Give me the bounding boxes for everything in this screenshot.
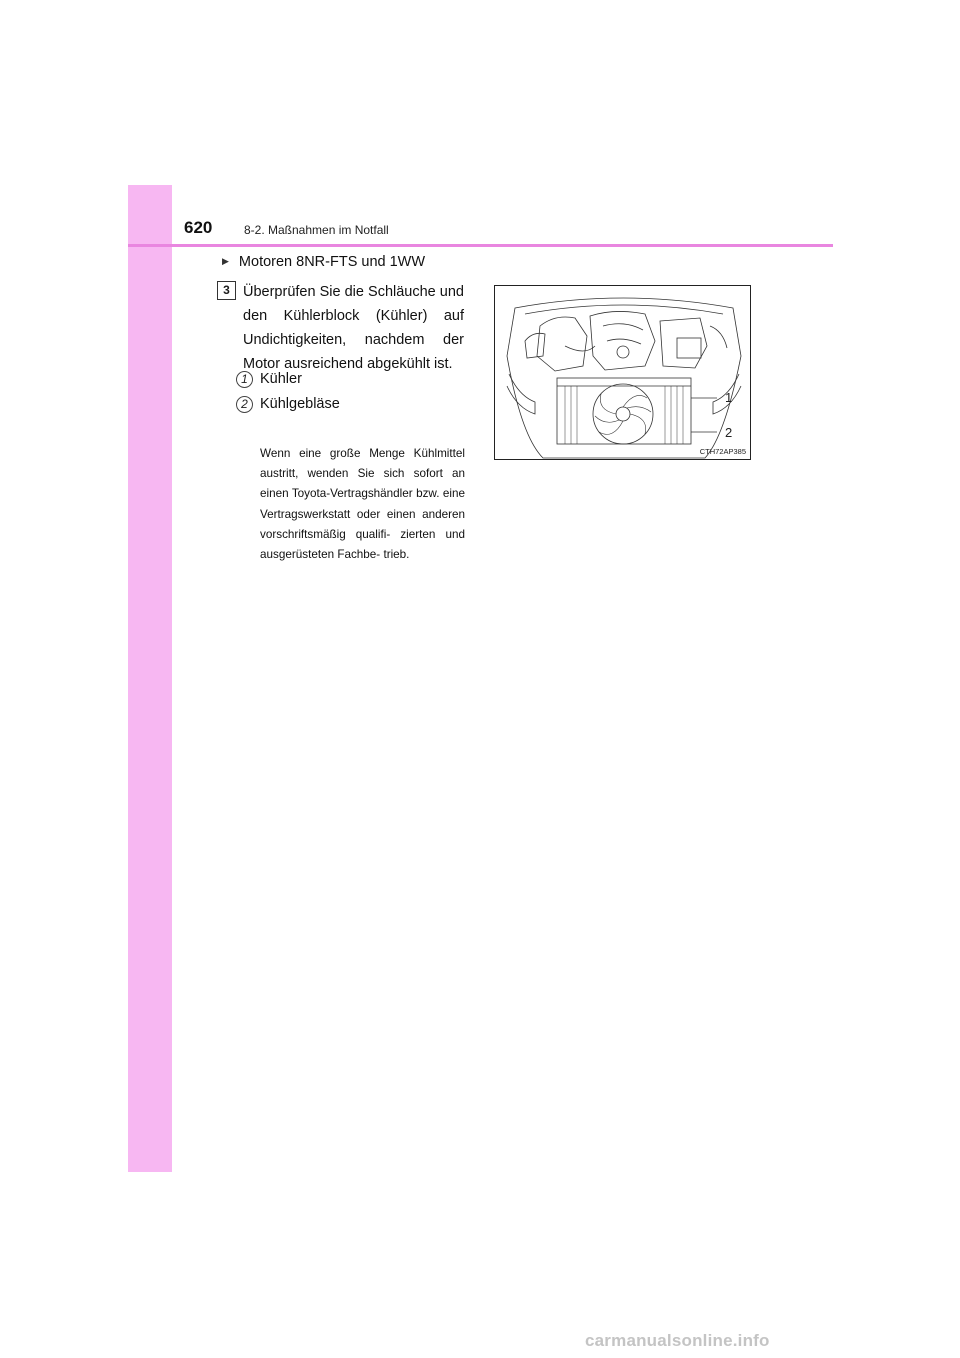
figure-code: CTH72AP385 [699,447,746,456]
engine-bay-drawing [495,286,751,460]
page-number: 620 [184,218,213,237]
watermark: carmanualsonline.info [585,1331,770,1350]
item-number-2: 2 [236,396,253,413]
item-number-1: 1 [236,371,253,388]
section-title: 8-2. Maßnahmen im Notfall [244,223,389,237]
step-number-box: 3 [217,281,236,300]
engine-bay-illustration [494,285,751,460]
item-label-cooling-fan: Kühlgebläse [260,396,340,412]
engine-subheading [222,254,425,270]
engine-subheading-text: Motoren 8NR-FTS und 1WW [238,254,426,270]
chapter-sidebar-tab [128,185,172,1172]
header-divider [128,244,833,247]
triangle-bullet-icon: ▶ [222,256,229,266]
step-instruction: Überprüfen Sie die Schläuche und den Kühlerblock (Kühler) auf Undichtigkeiten, nachdem der Motor ausreichend abgekühlt ist. [243,284,464,372]
callout-1-label: 1 [725,390,733,405]
item-label-radiator: Kühler [260,371,302,387]
callout-2-label: 2 [725,425,733,440]
warning-note: Wenn eine große Menge Kühlmittel austritt, wenden Sie sich sofort an einen Toyota-Vertragshändler bzw. eine Vertragswerkstatt oder einen anderen vorschriftsmäßig qualifi- zierten und ausgerüsteten Fachbe- trieb. [260,447,465,562]
